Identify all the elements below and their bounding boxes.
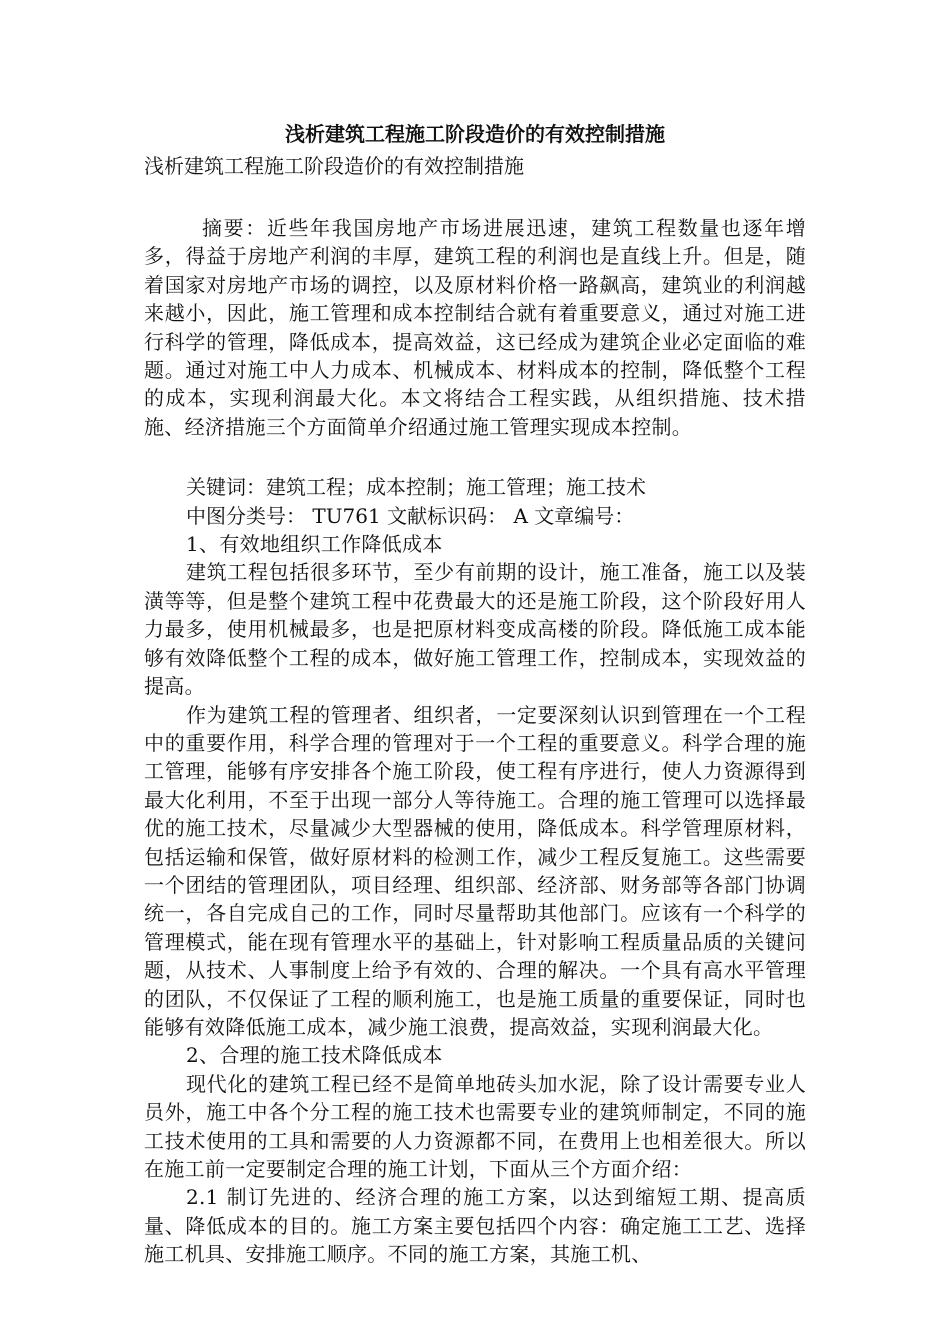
section-1-paragraph-1: 建筑工程包括很多环节，至少有前期的设计，施工准备，施工以及装潢等等，但是整个建筑工程中花费最大的还是施工阶段，这个阶段好用人力最多，使用机械最多，也是把原材料变成高楼的阶段。降低施工成本能够有效降低整个工程的成本，做好施工管理工作，控制成本，实现效益的提高。 bbox=[144, 560, 806, 699]
section-2-heading: 2、合理的施工技术降低成本 bbox=[186, 1043, 443, 1068]
section-2-1-paragraph: 2.1 制订先进的、经济合理的施工方案，以达到缩短工期、提高质量、降低成本的目的。施工方案主要包括四个内容：确定施工工艺、选择施工机具、安排施工顺序。不同的施工方案，其施工机、 bbox=[144, 1185, 806, 1267]
spacer bbox=[144, 182, 806, 214]
section-1-heading: 1、有效地组织工作降低成本 bbox=[186, 532, 443, 557]
document-page bbox=[144, 118, 806, 1269]
section-1-paragraph-2: 作为建筑工程的管理者、组织者，一定要深刻认识到管理在一个工程中的重要作用，科学合理的管理对于一个工程的重要意义。科学合理的施工管理，能够有序安排各个施工阶段，使工程有序进行，使人力资源得到最大化利用，不至于出现一部分人等待施工。合理的施工管理可以选择最优的施工技术，尽量减少大型器械的使用，降低成本。科学管理原材料，包括运输和保管，做好原材料的检测工作，减少工程反复施工。这些需要一个团结的管理团队，项目经理、组织部、经济部、财务部等各部门协调统一，各自完成自己的工作，同时尽量帮助其他部门。应该有一个科学的管理模式，能在现有管理水平的基础上，针对影响工程质量品质的关键问题，从技术、人事制度上给予有效的、合理的解决。一个具有高水平管理的团队，不仅保证了工程的顺利施工，也是施工质量的重要保证，同时也能够有效降低施工成本，减少施工浪费，提高效益，实现利润最大化。 bbox=[144, 702, 806, 1039]
keywords-line: 关键词：建筑工程；成本控制；施工管理；施工技术 bbox=[186, 475, 646, 500]
spacer bbox=[144, 441, 806, 473]
section-2-paragraph-1: 现代化的建筑工程已经不是简单地砖头加水泥，除了设计需要专业人员外，施工中各个分工程的施工技术也需要专业的建筑师制定，不同的施工技术使用的工具和需要的人力资源都不同，在费用上也相差很大。所以在施工前一定要制定合理的施工计划，下面从三个方面介绍： bbox=[144, 1071, 806, 1181]
abstract-paragraph: 摘要：近些年我国房地产市场进展迅速，建筑工程数量也逐年增多，得益于房地产利润的丰厚，建筑工程的利润也是直线上升。但是，随着国家对房地产市场的调控，以及原材料价格一路飙高，建筑业的利润越来越小，因此，施工管理和成本控制结合就有着重要意义，通过对施工进行科学的管理，降低成本，提高效益，这已经成为建筑企业必定面临的难题。通过对施工中人力成本、机械成本、材料成本的控制，降低整个工程的成本，实现利润最大化。本文将结合工程实践，从组织措施、技术措施、经济措施三个方面简单介绍通过施工管理实现成本控制。 bbox=[144, 216, 806, 439]
document-subtitle: 浅析建筑工程施工阶段造价的有效控制措施 bbox=[144, 154, 524, 178]
classification-line: 中图分类号： TU761 文献标识码： A 文章编号： bbox=[186, 503, 635, 528]
document-title: 浅析建筑工程施工阶段造价的有效控制措施 bbox=[285, 122, 665, 146]
